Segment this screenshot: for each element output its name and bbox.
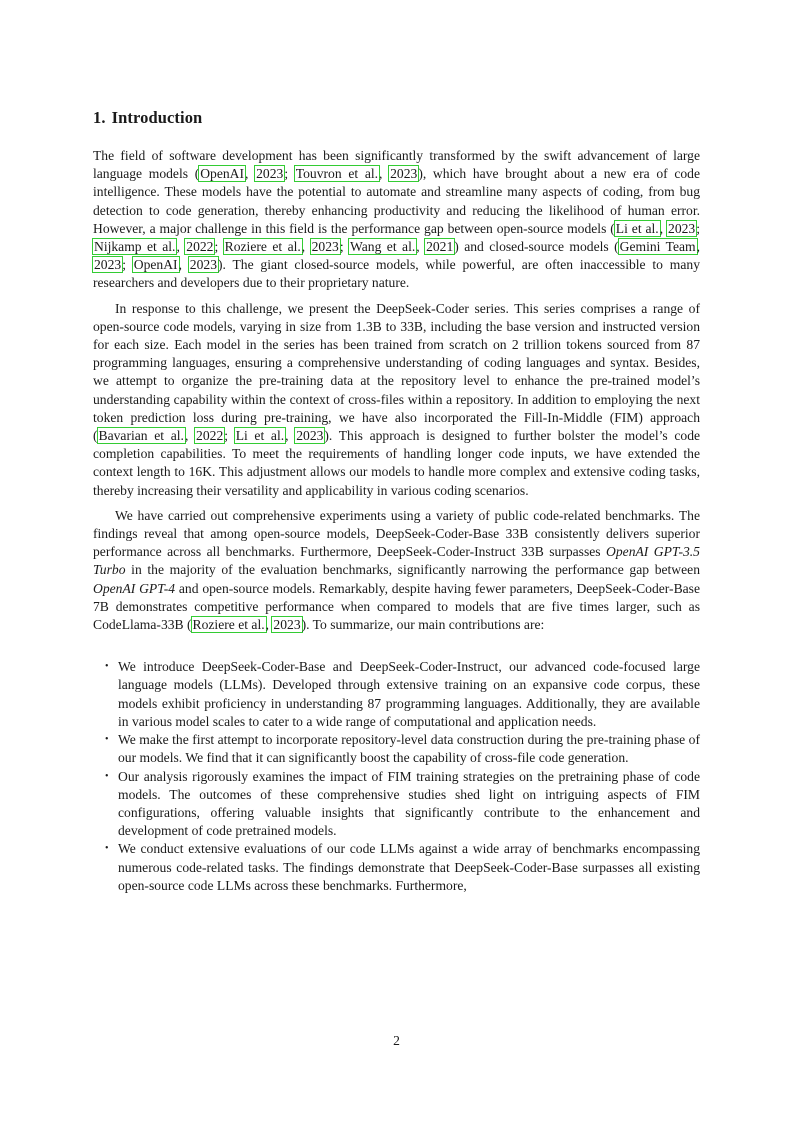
paragraph-3: We have carried out comprehensive experiments using a variety of public code-related benchmarks. The findings reveal that among open-source models, DeepSeek-Coder-Base 33B consistently delivers superior performance across all benchmarks. Furthermore, DeepSeek-Coder-Instruct 33B surpasses OpenAI GPT-3.5 Turbo in the majority of the evaluation benchmarks, significantly narrowing the performance gap between OpenAI GPT-4 and open-source models. Remarkably, despite having fewer parameters, DeepSeek-Coder-Base 7B demonstrates competitive performance when compared to models that are five times larger, such as CodeLlama-33B (Roziere et al., 2023). To summarize, our main contributions are: <box>93 507 700 633</box>
paragraph-2: In response to this challenge, we present the DeepSeek-Coder series. This series comprises a range of open-source code models, varying in size from 1.3B to 33B, including the base version and instructed version for each size. Each model in the series has been trained from scratch on 2 trillion tokens sourced from 87 programming languages, ensuring a comprehensive understanding of coding languages and syntax. Besides, we attempt to organize the pre-training data at the repository level to enhance the pre-trained model’s understanding capability within the context of cross-files within a repository. In addition to employing the next token prediction loss during pre-training, we have also incorporated the Fill-In-Middle (FIM) approach (Bavarian et al., 2022; Li et al., 2023). This approach is designed to further bolster the model’s code completion capabilities. To meet the requirements of handling longer code inputs, we have extended the context length to 16K. This adjustment allows our models to handle more complex and extensive coding tasks, thereby increasing their versatility and applicability in various coding scenarios. <box>93 300 701 498</box>
bullet-icon: • <box>105 770 109 782</box>
contributions-list <box>93 658 700 895</box>
text: ), which have brought about a new era of code intelligence. These models have the potential to automate and streamline many aspects of coding, from bug detection to code generation, thereby enhancing productivity and reducing the likelihood of human error. However, a major challenge in this field is the performance gap between open-source models ( <box>93 166 701 236</box>
list-item-text: We introduce DeepSeek-Coder-Base and DeepSeek-Coder-Instruct, our advanced code-focused large language models (LLMs). Developed through extensive training on an expansive code corpus, these models exhibit proficiency in understanding 87 programming languages. Additionally, they are available in various model scales to cater to a wide range of computational and application needs. <box>118 659 700 729</box>
citation-year-link[interactable]: 2022 <box>196 428 224 444</box>
separator: ; <box>224 428 235 444</box>
separator: ; <box>696 220 700 236</box>
list-item <box>105 731 700 767</box>
citation-link[interactable]: Roziere et al. <box>192 617 265 633</box>
citation-link[interactable]: Li et al. <box>235 428 285 444</box>
bullet-icon: • <box>105 734 109 746</box>
text: in the majority of the evaluation benchmarks, significantly narrowing the performance gap between <box>125 562 700 578</box>
citation-year-link[interactable]: 2022 <box>186 239 214 255</box>
text: The field of software development has been significantly transformed by the swift advancement of large language models ( <box>93 148 700 182</box>
citation-year-link[interactable]: 2023 <box>311 239 339 255</box>
citation-link[interactable]: Li et al. <box>615 220 659 236</box>
list-item-text: We conduct extensive evaluations of our code LLMs against a wide array of benchmarks encompassing numerous code-related tasks. The findings demonstrate that DeepSeek-Coder-Base surpasses all existing open-source code LLMs across these benchmarks. Furthermore, <box>118 841 700 893</box>
list-item <box>105 840 700 895</box>
citation-link[interactable]: OpenAI <box>200 166 245 182</box>
text: We have carried out comprehensive experiments using a variety of public code-related benchmarks. The findings reveal that among open-source models, DeepSeek-Coder-Base 33B consistently delivers superior performance across all benchmarks. Furthermore, DeepSeek-Coder-Instruct 33B surpasses <box>93 507 700 560</box>
citation-link[interactable]: Wang et al. <box>350 239 416 255</box>
bullet-icon: • <box>105 661 109 673</box>
model-name-emphasis: OpenAI GPT-4 <box>93 580 176 596</box>
section-title: Introduction <box>111 108 203 127</box>
page-body <box>93 108 700 895</box>
citation-year-link[interactable]: 2023 <box>256 166 284 182</box>
citation-link[interactable]: OpenAI <box>133 257 178 273</box>
list-item-text: Our analysis rigorously examines the impact of FIM training strategies on the pretraining phase of code models. The outcomes of these comprehensive studies shed light on intriguing aspects of FIM configurations, offering valuable insights that significantly contribute to the enhancement and development of code pretrained models. <box>118 768 700 839</box>
separator: ; <box>339 239 350 255</box>
citation-link[interactable]: Bavarian et al. <box>98 428 184 444</box>
citation-year-link[interactable]: 2023 <box>390 166 418 182</box>
list-item-text: We make the first attempt to incorporate repository-level data construction during the pre-training phase of our models. We find that it can significantly boost the capability of cross-file code generation. <box>118 732 700 766</box>
separator: ; <box>122 257 133 273</box>
citation-link[interactable]: Touvron et al. <box>295 166 379 182</box>
paragraph-1: The field of software development has been significantly transformed by the swift advancement of large language models (OpenAI, 2023; Touvron et al., 2023), which have brought about a new era of code intelligence. These models have the potential to automate and streamline many aspects of coding, from bug detection to code generation, thereby enhancing productivity and reducing the likelihood of human error. However, a major challenge in this field is the performance gap between open-source models (Li et al., 2023; Nijkamp et al., 2022; Roziere et al., 2023; Wang et al., 2021) and closed-source models (Gemini Team, 2023; OpenAI, 2023). The giant closed-source models, while powerful, are often inaccessible to many researchers and developers due to their proprietary nature. <box>93 148 701 291</box>
section-heading <box>93 108 700 128</box>
text: ). This approach is designed to further bolster the model’s code completion capabilities. To meet the requirements of handling longer code inputs, we have extended the context length to 16K. This adjustment allows our models to handle more complex and extensive coding tasks, thereby increasing their versatility and applicability in various coding scenarios. <box>93 428 701 498</box>
section-number: 1. <box>93 108 106 127</box>
separator: ; <box>284 166 295 182</box>
text: ) and closed-source models ( <box>454 239 619 255</box>
list-item <box>105 658 700 731</box>
citation-link[interactable]: Roziere et al. <box>224 239 301 255</box>
text: ). The giant closed-source models, while powerful, are often inaccessible to many researchers and developers due to their proprietary nature. <box>93 257 700 291</box>
text: In response to this challenge, we present the DeepSeek-Coder series. This series comprises a range of open-source code models, varying in size from 1.3B to 33B, including the base version and instructed version for each size. Each model in the series has been trained from scratch on 2 trillion tokens sourced from 87 programming languages, ensuring a comprehensive understanding of coding languages and syntax. Besides, we attempt to organize the pre-training data at the repository level to enhance the pre-trained model’s understanding capability within the context of cross-files within a repository. In addition to employing the next token prediction loss during pre-training, we have also incorporated the Fill-In-Middle (FIM) approach ( <box>93 300 700 444</box>
citation-year-link[interactable]: 2023 <box>296 428 324 444</box>
citation-link[interactable]: Gemini Team <box>619 239 696 255</box>
list-item <box>105 768 700 841</box>
separator: ; <box>214 239 224 255</box>
citation-year-link[interactable]: 2023 <box>273 617 301 633</box>
model-name-emphasis: OpenAI GPT-3.5 Turbo <box>93 544 700 578</box>
citation-year-link[interactable]: 2023 <box>189 257 217 273</box>
page-number: 2 <box>393 1033 400 1048</box>
text: ). To summarize, our main contributions are: <box>301 617 545 633</box>
text: and open-source models. Remarkably, despite having fewer parameters, DeepSeek-Coder-Base 7B demonstrates competitive performance when compared to models that are five times larger, such as CodeLlama-33B ( <box>93 580 700 633</box>
citation-year-link[interactable]: 2023 <box>668 220 696 236</box>
citation-link[interactable]: Nijkamp et al. <box>94 239 176 255</box>
citation-year-link[interactable]: 2021 <box>426 239 454 255</box>
citation-year-link[interactable]: 2023 <box>94 257 122 273</box>
bullet-icon: • <box>105 843 109 855</box>
